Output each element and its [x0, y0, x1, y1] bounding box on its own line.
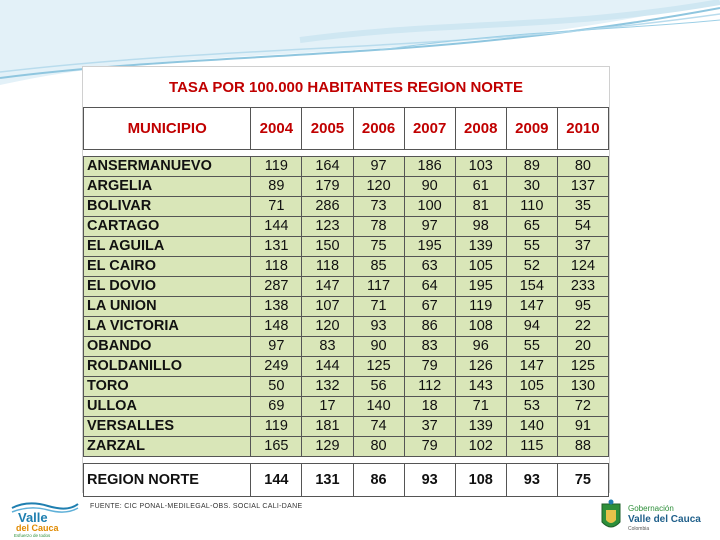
rate-cell: 53: [506, 397, 557, 417]
rate-cell: 195: [455, 277, 506, 297]
rate-cell: 83: [302, 337, 353, 357]
header-year: 2008: [455, 108, 506, 150]
municipio-name: BOLIVAR: [84, 197, 251, 217]
rate-cell: 129: [302, 437, 353, 457]
rate-cell: 81: [455, 197, 506, 217]
rate-cell: 97: [251, 337, 302, 357]
rate-cell: 55: [506, 337, 557, 357]
rate-cell: 195: [404, 237, 455, 257]
total-value: 131: [302, 464, 353, 497]
municipio-name: ARGELIA: [84, 177, 251, 197]
rate-cell: 148: [251, 317, 302, 337]
rate-cell: 165: [251, 437, 302, 457]
rate-cell: 85: [353, 257, 404, 277]
logo-text-2: del Cauca: [16, 523, 59, 533]
rate-cell: 74: [353, 417, 404, 437]
rate-cell: 105: [455, 257, 506, 277]
municipio-name: ANSERMANUEVO: [84, 157, 251, 177]
total-value: 86: [353, 464, 404, 497]
municipio-name: LA UNION: [84, 297, 251, 317]
total-value: 93: [506, 464, 557, 497]
rate-cell: 17: [302, 397, 353, 417]
rate-cell: 71: [455, 397, 506, 417]
municipio-name: EL AGUILA: [84, 237, 251, 257]
table-row: [84, 237, 609, 257]
total-name: REGION NORTE: [84, 464, 251, 497]
rate-cell: 97: [353, 157, 404, 177]
rate-cell: 67: [404, 297, 455, 317]
rate-table: [83, 107, 609, 497]
rate-cell: 118: [302, 257, 353, 277]
table-row: [84, 157, 609, 177]
rate-cell: 63: [404, 257, 455, 277]
rate-cell: 139: [455, 417, 506, 437]
table-row: [84, 277, 609, 297]
rate-cell: 89: [251, 177, 302, 197]
rate-cell: 147: [302, 277, 353, 297]
table-row: [84, 417, 609, 437]
municipio-name: ZARZAL: [84, 437, 251, 457]
municipio-name: OBANDO: [84, 337, 251, 357]
municipio-name: LA VICTORIA: [84, 317, 251, 337]
rate-cell: 164: [302, 157, 353, 177]
rate-cell: 78: [353, 217, 404, 237]
rate-cell: 80: [353, 437, 404, 457]
rate-cell: 61: [455, 177, 506, 197]
total-row: [84, 464, 609, 497]
rate-cell: 126: [455, 357, 506, 377]
rate-cell: 91: [557, 417, 608, 437]
gobernacion-logo: [596, 498, 716, 538]
table-row: [84, 397, 609, 417]
municipio-name: ULLOA: [84, 397, 251, 417]
rate-cell: 108: [455, 317, 506, 337]
rate-cell: 143: [455, 377, 506, 397]
rate-cell: 144: [251, 217, 302, 237]
rate-cell: 154: [506, 277, 557, 297]
municipio-name: VERSALLES: [84, 417, 251, 437]
rate-cell: 105: [506, 377, 557, 397]
rate-cell: 123: [302, 217, 353, 237]
rate-cell: 89: [506, 157, 557, 177]
header-year: 2009: [506, 108, 557, 150]
total-value: 108: [455, 464, 506, 497]
source-note: FUENTE: CIC PONAL-MEDILEGAL-OBS. SOCIAL CALI-DANE: [90, 503, 303, 510]
header-year: 2006: [353, 108, 404, 150]
rate-cell: 96: [455, 337, 506, 357]
total-value: 93: [404, 464, 455, 497]
rate-cell: 140: [506, 417, 557, 437]
table-row: [84, 437, 609, 457]
rate-cell: 69: [251, 397, 302, 417]
rate-cell: 95: [557, 297, 608, 317]
header-year: 2005: [302, 108, 353, 150]
rate-cell: 50: [251, 377, 302, 397]
rate-cell: 98: [455, 217, 506, 237]
municipio-name: EL DOVIO: [84, 277, 251, 297]
rate-cell: 79: [404, 437, 455, 457]
rate-cell: 73: [353, 197, 404, 217]
municipio-name: EL CAIRO: [84, 257, 251, 277]
rate-cell: 287: [251, 277, 302, 297]
rate-cell: 120: [353, 177, 404, 197]
header-year: 2010: [557, 108, 608, 150]
rate-cell: 125: [557, 357, 608, 377]
rate-cell: 112: [404, 377, 455, 397]
rate-cell: 119: [251, 417, 302, 437]
rate-cell: 181: [302, 417, 353, 437]
rate-cell: 150: [302, 237, 353, 257]
header-year: 2007: [404, 108, 455, 150]
rate-cell: 186: [404, 157, 455, 177]
header-municipio: MUNICIPIO: [84, 108, 251, 150]
rate-cell: 37: [557, 237, 608, 257]
rate-cell: 124: [557, 257, 608, 277]
rate-cell: 117: [353, 277, 404, 297]
rate-cell: 179: [302, 177, 353, 197]
rate-cell: 233: [557, 277, 608, 297]
spacer-row: [84, 457, 609, 464]
table-row: [84, 337, 609, 357]
rate-cell: 249: [251, 357, 302, 377]
logo-tagline: Esfuerzo de todos: [14, 533, 51, 538]
rate-cell: 140: [353, 397, 404, 417]
rate-cell: 138: [251, 297, 302, 317]
table-row: [84, 197, 609, 217]
rate-cell: 30: [506, 177, 557, 197]
rate-cell: 71: [251, 197, 302, 217]
gob-line-1: Gobernación: [628, 504, 674, 513]
table-row: [84, 377, 609, 397]
rate-cell: 286: [302, 197, 353, 217]
rate-cell: 79: [404, 357, 455, 377]
rate-cell: 132: [302, 377, 353, 397]
rate-cell: 71: [353, 297, 404, 317]
rate-cell: 35: [557, 197, 608, 217]
rate-cell: 103: [455, 157, 506, 177]
municipio-name: CARTAGO: [84, 217, 251, 237]
rate-cell: 119: [251, 157, 302, 177]
rate-cell: 139: [455, 237, 506, 257]
table-row: [84, 257, 609, 277]
rate-cell: 107: [302, 297, 353, 317]
rate-cell: 125: [353, 357, 404, 377]
rate-cell: 147: [506, 297, 557, 317]
rate-cell: 72: [557, 397, 608, 417]
rate-cell: 80: [557, 157, 608, 177]
rate-cell: 100: [404, 197, 455, 217]
rate-cell: 93: [353, 317, 404, 337]
rate-cell: 120: [302, 317, 353, 337]
rate-cell: 20: [557, 337, 608, 357]
gob-line-3: Colombia: [628, 526, 650, 532]
rate-cell: 55: [506, 237, 557, 257]
table-row: [84, 357, 609, 377]
table-row: [84, 317, 609, 337]
rate-cell: 147: [506, 357, 557, 377]
rate-cell: 90: [353, 337, 404, 357]
rate-cell: 52: [506, 257, 557, 277]
rate-cell: 115: [506, 437, 557, 457]
rate-cell: 97: [404, 217, 455, 237]
rate-cell: 130: [557, 377, 608, 397]
table-row: [84, 217, 609, 237]
rate-cell: 88: [557, 437, 608, 457]
rate-cell: 119: [455, 297, 506, 317]
total-value: 75: [557, 464, 608, 497]
table-title: TASA POR 100.000 HABITANTES REGION NORTE: [169, 79, 523, 96]
rate-cell: 64: [404, 277, 455, 297]
total-value: 144: [251, 464, 302, 497]
rate-cell: 144: [302, 357, 353, 377]
municipio-name: ROLDANILLO: [84, 357, 251, 377]
header-row: [84, 108, 609, 150]
rate-cell: 56: [353, 377, 404, 397]
rate-cell: 37: [404, 417, 455, 437]
rate-cell: 22: [557, 317, 608, 337]
rate-cell: 18: [404, 397, 455, 417]
rate-cell: 75: [353, 237, 404, 257]
header-year: 2004: [251, 108, 302, 150]
spacer-row: [84, 150, 609, 157]
rate-cell: 65: [506, 217, 557, 237]
municipio-name: TORO: [84, 377, 251, 397]
table-row: [84, 297, 609, 317]
rate-cell: 137: [557, 177, 608, 197]
gob-line-2: Valle del Cauca: [628, 514, 701, 525]
table-panel: [82, 66, 610, 493]
valle-del-cauca-logo: [8, 500, 82, 538]
rate-cell: 94: [506, 317, 557, 337]
rate-cell: 86: [404, 317, 455, 337]
rate-cell: 90: [404, 177, 455, 197]
rate-cell: 54: [557, 217, 608, 237]
rate-cell: 102: [455, 437, 506, 457]
rate-cell: 83: [404, 337, 455, 357]
logo-text-1: Valle: [18, 510, 48, 525]
rate-cell: 118: [251, 257, 302, 277]
rate-cell: 131: [251, 237, 302, 257]
rate-cell: 110: [506, 197, 557, 217]
table-row: [84, 177, 609, 197]
